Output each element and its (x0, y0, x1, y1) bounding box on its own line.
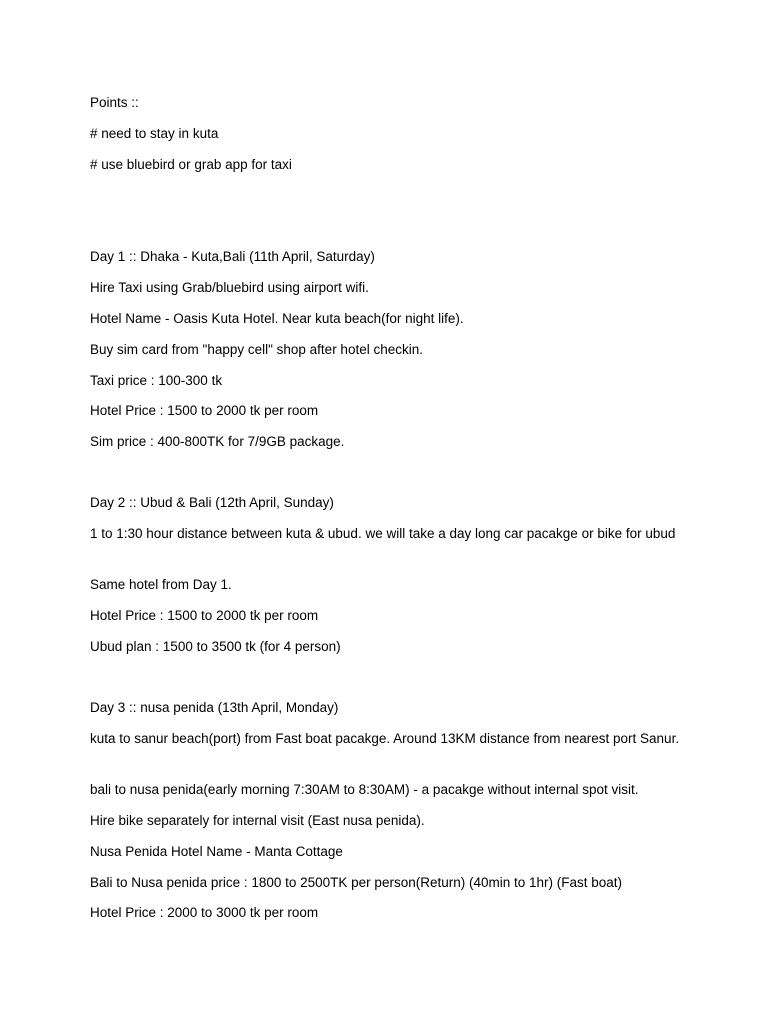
day2-line: 1 to 1:30 hour distance between kuta & ubud. we will take a day long car pacakge or bike for ubud (90, 526, 676, 541)
day2-line: Ubud plan : 1500 to 3500 tk (for 4 person) (90, 639, 341, 654)
day2-line: Same hotel from Day 1. (90, 577, 232, 592)
day3-line: bali to nusa penida(early morning 7:30AM to 8:30AM) - a pacakge without internal spot visit. (90, 782, 639, 797)
day1-line: Buy sim card from "happy cell" shop after hotel checkin. (90, 342, 423, 357)
day1-line: Hotel Price : 1500 to 2000 tk per room (90, 403, 319, 418)
day1-line: Hotel Name - Oasis Kuta Hotel. Near kuta beach(for night life). (90, 311, 464, 326)
day3-line: Bali to Nusa penida price : 1800 to 2500TK per person(Return) (40min to 1hr) (Fast boat) (90, 875, 623, 890)
points-heading: Points :: (90, 95, 139, 110)
day3-line: kuta to sanur beach(port) from Fast boat pacakge. Around 13KM distance from nearest port Sanur. (90, 731, 680, 746)
day3-heading: Day 3 :: nusa penida (13th April, Monday) (90, 700, 339, 715)
day1-line: Taxi price : 100-300 tk (90, 373, 223, 388)
point-item: # use bluebird or grab app for taxi (90, 157, 292, 172)
day3-line: Hotel Price : 2000 to 3000 tk per room (90, 905, 319, 920)
day1-line: Hire Taxi using Grab/bluebird using airport wifi. (90, 280, 369, 295)
day3-line: Nusa Penida Hotel Name - Manta Cottage (90, 844, 343, 859)
day3-line: Hire bike separately for internal visit (East nusa penida). (90, 813, 425, 828)
day1-line: Sim price : 400-800TK for 7/9GB package. (90, 434, 345, 449)
day1-heading: Day 1 :: Dhaka - Kuta,Bali (11th April, Saturday) (90, 249, 375, 264)
day2-line: Hotel Price : 1500 to 2000 tk per room (90, 608, 319, 623)
day2-heading: Day 2 :: Ubud & Bali (12th April, Sunday) (90, 495, 334, 510)
point-item: # need to stay in kuta (90, 126, 219, 141)
